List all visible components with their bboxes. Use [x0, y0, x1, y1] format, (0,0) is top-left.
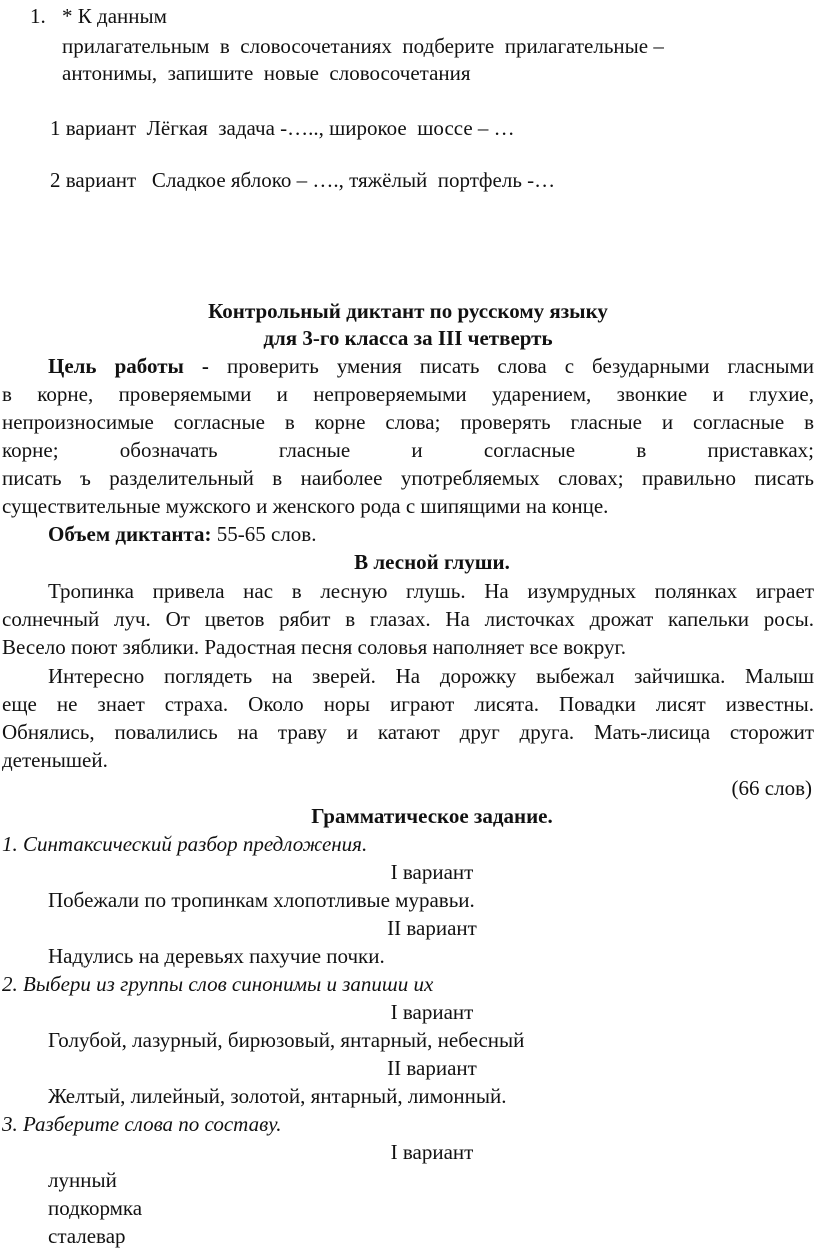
- goal-line-6: существительные мужского и женского рода с шипящими на конце.: [2, 494, 609, 518]
- grammar-task-2-variant-2-label: II вариант: [387, 1056, 477, 1080]
- goal-line-3: непроизносимые согласные в корне слова; проверять гласные и согласные в: [2, 410, 814, 434]
- grammar-task-3-word-1: лунный: [48, 1168, 117, 1192]
- goal-line-1: [2, 352, 814, 380]
- grammar-task-2-variant-1-label: I вариант: [390, 1000, 474, 1024]
- task-line-1: * К данным: [62, 4, 167, 28]
- grammar-task-1-title: 1. Синтаксический разбор предложения.: [2, 832, 368, 856]
- page-title-line-2: для 3-го класса за III четверть: [263, 326, 553, 350]
- grammar-task-3-word-2: подкормка: [48, 1196, 143, 1220]
- page-title-line-1: Контрольный диктант по русскому языку: [208, 299, 608, 323]
- goal-text-1: проверить умения писать слова с безударными гласными: [226, 354, 815, 378]
- task-variant-2: 2 вариант Сладкое яблоко – …., тяжёлый портфель -…: [50, 168, 556, 192]
- grammar-task-2-variant-1-text: Голубой, лазурный, бирюзовый, янтарный, небесный: [48, 1028, 525, 1052]
- dictation-heading: В лесной глуши.: [354, 550, 510, 574]
- dictation-p2-line-3: Обнялись, повалились на траву и катают друг друга. Мать-лисица сторожит: [2, 720, 814, 744]
- dictation-p2-line-4: детенышей.: [2, 748, 108, 772]
- dictation-p2-line-2: еще не знает страха. Около норы играют лисята. Повадки лисят известны.: [2, 692, 814, 716]
- goal-label: Цель работы -: [48, 354, 227, 378]
- dictation-p2-line-1: Интересно поглядеть на зверей. На дорожку выбежал зайчишка. Малыш: [48, 664, 814, 688]
- grammar-task-1-variant-2-label: II вариант: [387, 916, 477, 940]
- word-count: (66 слов): [731, 776, 812, 800]
- dictation-p1-line-2: солнечный луч. От цветов рябит в глазах. На листочках дрожат капельки росы.: [2, 607, 814, 631]
- grammar-heading: Грамматическое задание.: [311, 804, 553, 828]
- goal-line-2: в корне, проверяемыми и непроверяемыми ударением, звонкие и глухие,: [2, 382, 814, 406]
- dictation-p1-line-3: Весело поют зяблики. Радостная песня соловья наполняет все вокруг.: [2, 635, 626, 659]
- grammar-task-2-title: 2. Выбери из группы слов синонимы и запиши их: [2, 972, 434, 996]
- volume-label: Объем диктанта:: [48, 522, 212, 546]
- grammar-task-3-variant-1-label: I вариант: [390, 1140, 474, 1164]
- task-line-3: антонимы, запишите новые словосочетания: [62, 61, 471, 85]
- task-number: 1.: [30, 4, 46, 28]
- grammar-task-1-variant-1-label: I вариант: [390, 860, 474, 884]
- goal-line-5: писать ъ разделительный в наиболее употребляемых словах; правильно писать: [2, 466, 814, 490]
- grammar-task-1-variant-2-text: Надулись на деревьях пахучие почки.: [48, 944, 385, 968]
- grammar-task-3-word-3: сталевар: [48, 1224, 126, 1248]
- task-line-2: прилагательным в словосочетаниях подберите прилагательные –: [62, 34, 664, 58]
- grammar-task-3-title: 3. Разберите слова по составу.: [2, 1112, 282, 1136]
- task-variant-1: 1 вариант Лёгкая задача -….., широкое шоссе – …: [50, 116, 515, 140]
- grammar-task-1-variant-1-text: Побежали по тропинкам хлопотливые муравьи.: [48, 888, 475, 912]
- volume-line: [48, 520, 316, 548]
- dictation-p1-line-1: Тропинка привела нас в лесную глушь. На изумрудных полянках играет: [48, 579, 814, 603]
- volume-value: 55-65 слов.: [211, 522, 317, 546]
- goal-line-4: корне; обозначать гласные и согласные в приставках;: [2, 438, 814, 462]
- grammar-task-2-variant-2-text: Желтый, лилейный, золотой, янтарный, лимонный.: [48, 1084, 507, 1108]
